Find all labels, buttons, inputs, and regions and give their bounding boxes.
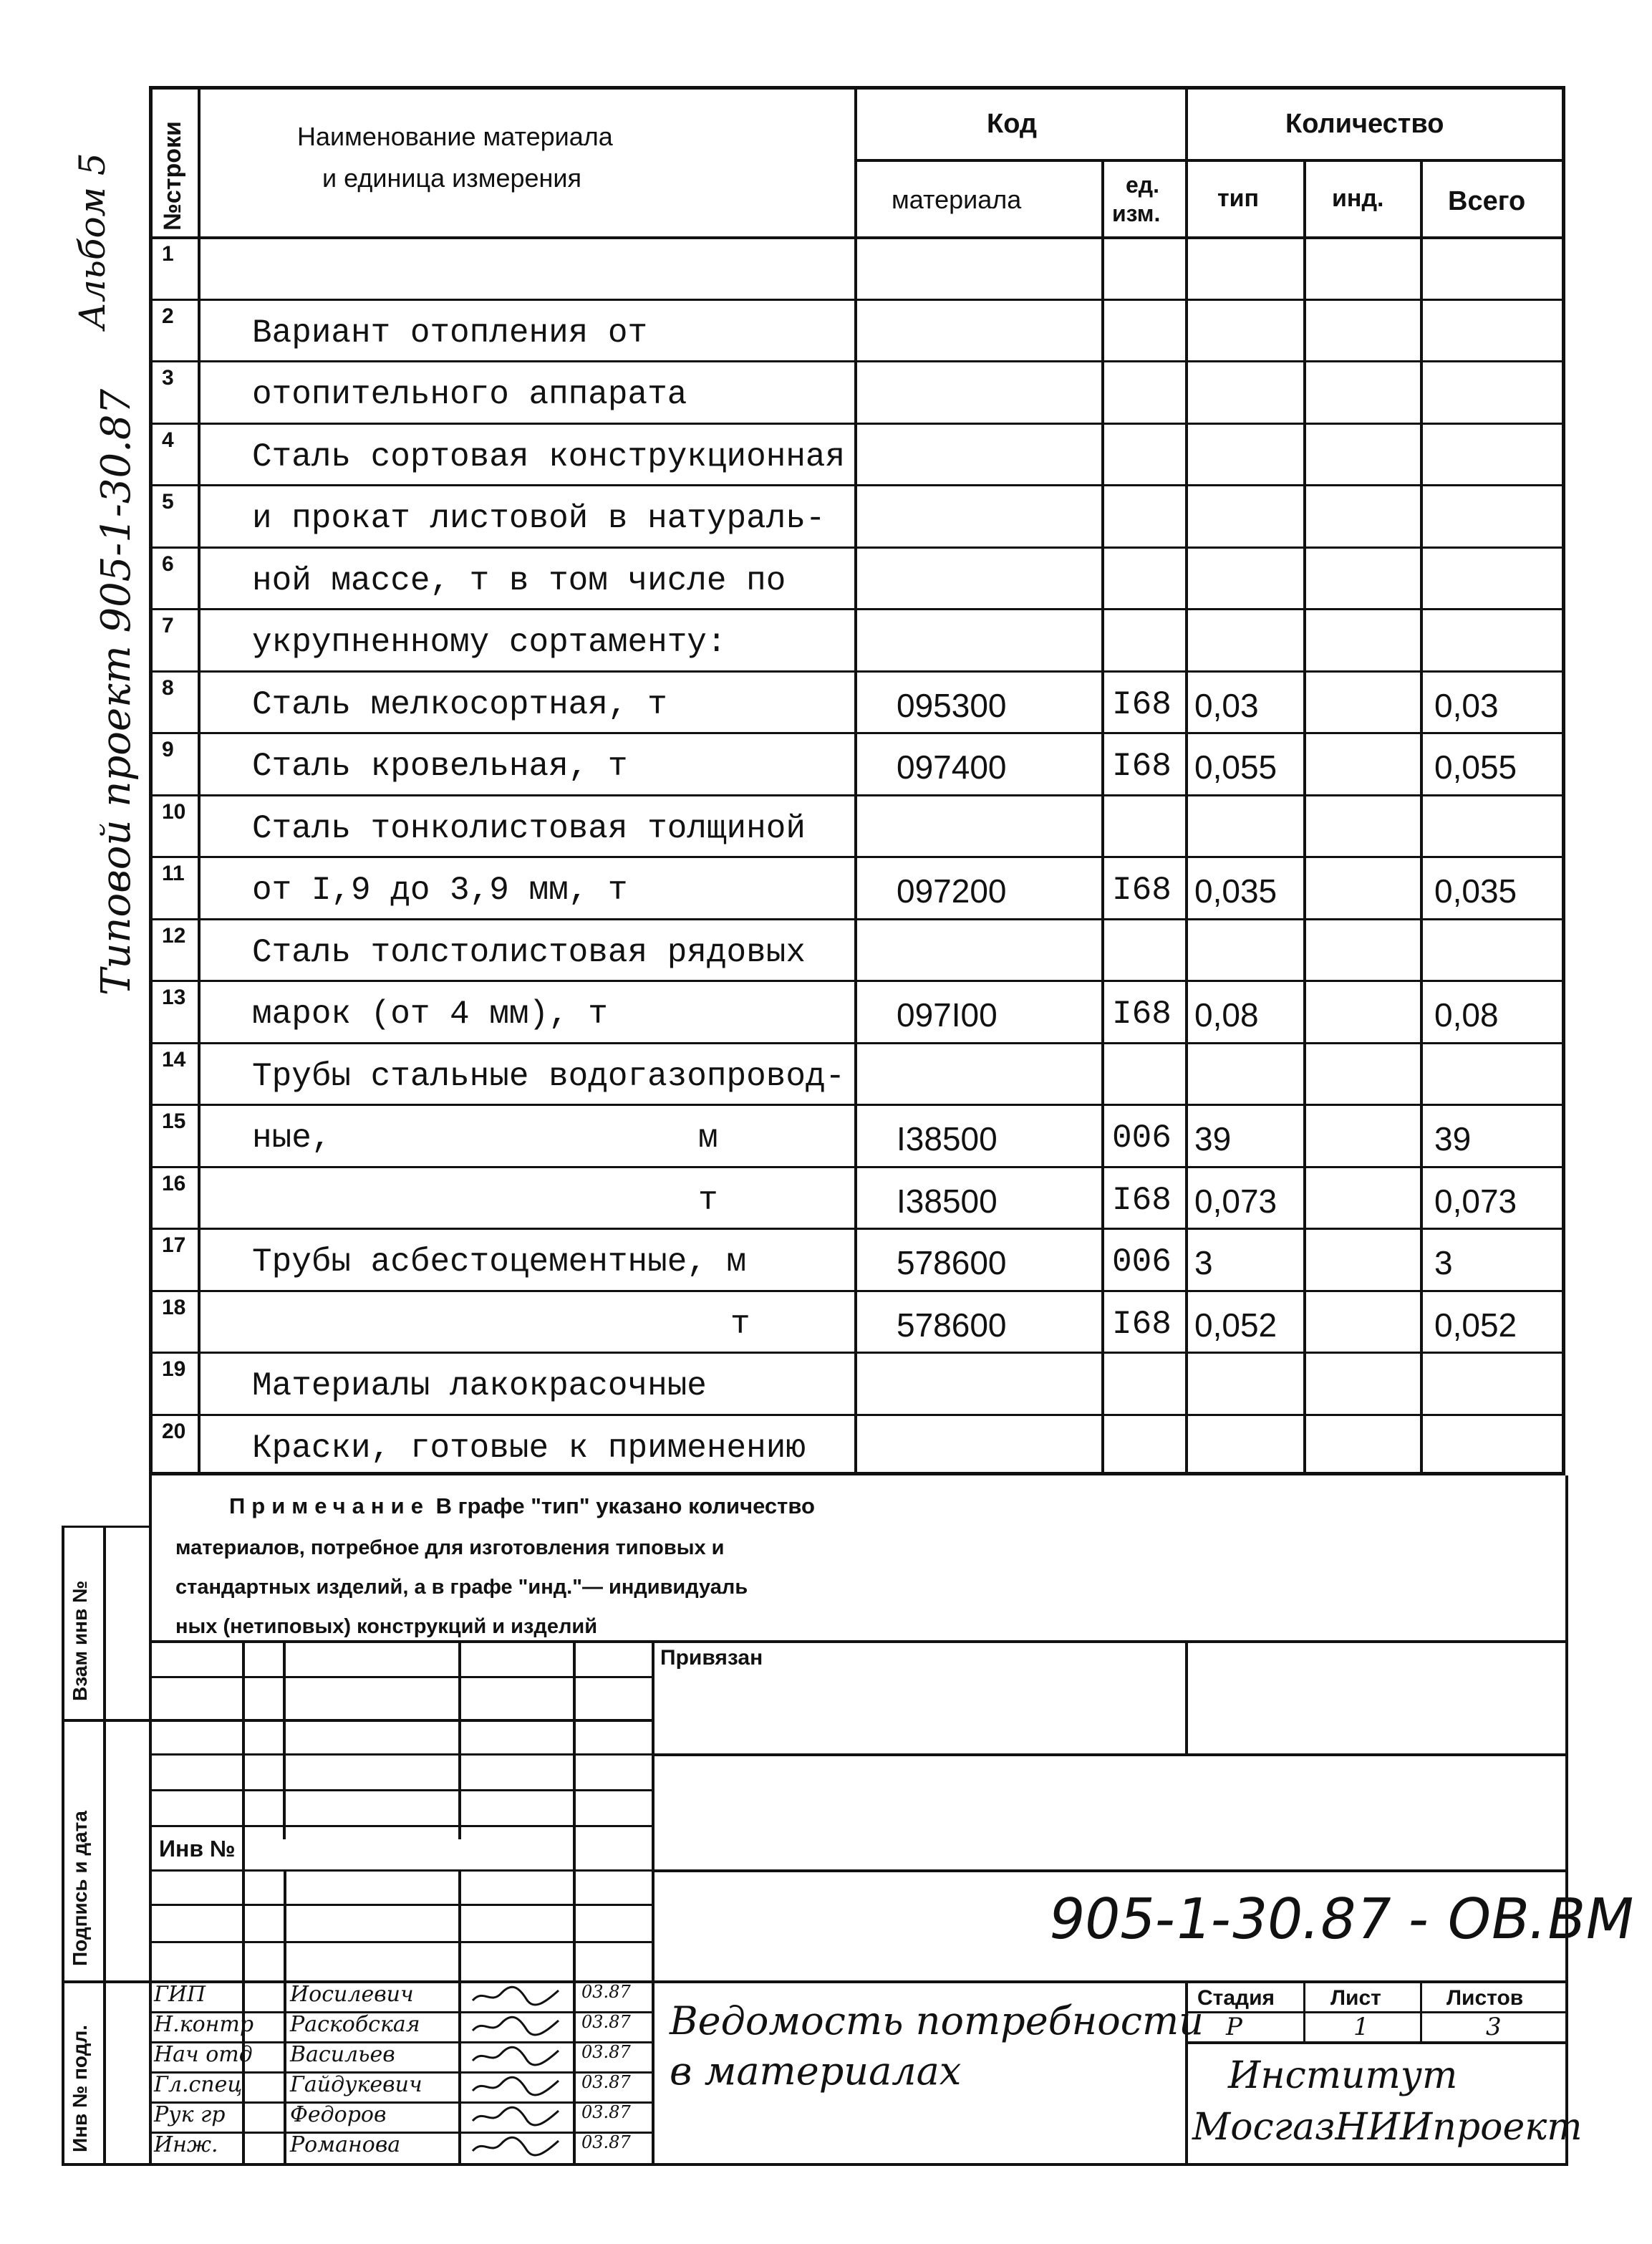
- row-number: 19: [162, 1357, 186, 1381]
- name-header-1: Наименование материала: [297, 122, 613, 151]
- row-total: 0,035: [1434, 872, 1517, 910]
- unit-header-2: изм.: [1112, 201, 1161, 226]
- row-number: 7: [162, 614, 174, 637]
- signer-role: ГИП: [154, 1982, 206, 2007]
- signer-role: Нач отд: [154, 2042, 253, 2067]
- row-divider: [149, 484, 1565, 486]
- row-divider: [149, 732, 1565, 734]
- row-name: от I,9 до 3,9 мм, т: [252, 872, 628, 909]
- org-line-1: Институт: [1228, 2054, 1458, 2097]
- signer-date: 03.87: [581, 2132, 631, 2152]
- sheet-value: 1: [1353, 2013, 1369, 2041]
- row-name: Сталь кровельная, т: [252, 748, 628, 785]
- row-total: 0,03: [1434, 686, 1499, 724]
- note-text: В графе "тип" указано количество: [435, 1493, 815, 1518]
- row-number: 20: [162, 1419, 186, 1443]
- row-number: 16: [162, 1171, 186, 1195]
- signer-date: 03.87: [581, 2072, 631, 2092]
- row-divider: [149, 1104, 1565, 1106]
- row-divider: [149, 980, 1565, 982]
- row-divider: [149, 918, 1565, 920]
- row-name: Сталь тонколистовая толщиной: [252, 809, 806, 847]
- row-type: 0,035: [1194, 872, 1277, 910]
- row-type: 0,052: [1194, 1306, 1277, 1344]
- row-unit: I68: [1112, 1305, 1172, 1343]
- row-type: 0,08: [1194, 996, 1259, 1034]
- note-line-1: [229, 1493, 815, 1519]
- inv-no-label: Инв №: [159, 1836, 236, 1862]
- signer-name: Васильев: [290, 2042, 395, 2067]
- row-number: 14: [162, 1047, 186, 1072]
- row-number: 9: [162, 738, 174, 761]
- row-name: и прокат листовой в натураль-: [252, 500, 826, 537]
- row-type: 3: [1194, 1244, 1213, 1281]
- signature: [469, 2075, 562, 2096]
- row-number: 6: [162, 552, 174, 576]
- row-total: 0,08: [1434, 996, 1499, 1034]
- row-divider: [149, 423, 1565, 425]
- row-code: 578600: [897, 1306, 1007, 1344]
- row-name: Трубы стальные водогазопровод-: [252, 1057, 846, 1095]
- row-divider: [149, 1042, 1565, 1044]
- signer-date: 03.87: [581, 1982, 631, 2002]
- sheet-label: Лист: [1330, 1986, 1381, 2010]
- sign-date-label: Подпись и дата: [69, 1811, 91, 1966]
- row-number: 8: [162, 675, 174, 700]
- row-name: укрупненному сортаменту:: [252, 624, 727, 661]
- privyazan-label: Привязан: [660, 1646, 763, 1670]
- signature: [469, 2015, 562, 2036]
- sheets-value: 3: [1486, 2013, 1502, 2041]
- signer-date: 03.87: [581, 2012, 631, 2032]
- row-divider: [149, 856, 1565, 858]
- signer-date: 03.87: [581, 2042, 631, 2062]
- row-name: ной массе, т в том числе по: [252, 562, 786, 599]
- row-total: 0,052: [1434, 1306, 1517, 1344]
- row-name: Вариант отопления от: [252, 314, 648, 352]
- stage-value: Р: [1226, 2013, 1242, 2041]
- signer-name: Романова: [290, 2132, 401, 2157]
- row-name-unit: т: [698, 1181, 718, 1219]
- row-type: 0,03: [1194, 686, 1259, 724]
- row-divider: [149, 299, 1565, 301]
- unit-header-1: ед.: [1126, 172, 1159, 198]
- row-number: 11: [162, 862, 185, 885]
- row-type: 39: [1194, 1120, 1232, 1157]
- quantity-header: Количество: [1285, 109, 1444, 139]
- signature: [469, 1985, 562, 2006]
- album-label: Альбом 5: [72, 153, 113, 329]
- sheets-label: Листов: [1446, 1986, 1524, 2010]
- row-number: 13: [162, 986, 186, 1009]
- row-unit: 006: [1112, 1243, 1172, 1281]
- row-code: 095300: [897, 686, 1007, 724]
- row-divider: [149, 1290, 1565, 1292]
- note-line-4: ных (нетиповых) конструкций и изделий: [175, 1615, 598, 1638]
- row-unit: I68: [1112, 748, 1172, 785]
- row-divider: [149, 1166, 1565, 1168]
- note-label: Примечание: [229, 1493, 430, 1518]
- row-number: 15: [162, 1109, 186, 1133]
- row-name: марок (от 4 мм), т: [252, 996, 608, 1033]
- signer-name: Иосилевич: [290, 1982, 414, 2007]
- row-number: 1: [162, 242, 174, 266]
- row-total: 39: [1434, 1120, 1472, 1157]
- org-line-2: МосгазНИИпроект: [1192, 2106, 1583, 2149]
- total-header: Всего: [1448, 186, 1526, 216]
- row-unit: I68: [1112, 685, 1172, 723]
- row-code: 097I00: [897, 996, 998, 1034]
- row-number: 10: [162, 799, 186, 824]
- row-number: 18: [162, 1295, 186, 1319]
- row-number: 2: [162, 304, 174, 328]
- row-name: Сталь мелкосортная, т: [252, 685, 667, 723]
- row-name-unit: м: [698, 1119, 718, 1157]
- row-divider: [149, 794, 1565, 796]
- row-name: Трубы асбестоцементные, м: [252, 1243, 747, 1281]
- ind-header: инд.: [1332, 185, 1384, 212]
- row-divider: [149, 360, 1565, 362]
- signer-date: 03.87: [581, 2102, 631, 2122]
- row-code: 578600: [897, 1244, 1007, 1281]
- stage-label: Стадия: [1197, 1986, 1275, 2010]
- row-name: Сталь сортовая конструкционная: [252, 438, 846, 476]
- row-name: Материалы лакокрасочные: [252, 1367, 707, 1405]
- row-total: 0,055: [1434, 748, 1517, 786]
- project-label: Типовой проект 905-1-30.87: [93, 388, 140, 996]
- signer-role: Инж.: [154, 2132, 218, 2157]
- row-name: Сталь толстолистовая рядовых: [252, 933, 806, 971]
- row-unit: I68: [1112, 872, 1172, 909]
- inv-vzam-label: Взам инв №: [69, 1580, 91, 1701]
- row-number: 12: [162, 923, 186, 948]
- row-number: 4: [162, 428, 174, 452]
- row-code: 097400: [897, 748, 1007, 786]
- row-type: 0,055: [1194, 748, 1277, 786]
- row-number: 3: [162, 366, 174, 390]
- row-name: отопительного аппарата: [252, 376, 687, 413]
- note-line-2: материалов, потребное для изготовления типовых и: [175, 1536, 725, 1559]
- signature: [469, 2105, 562, 2127]
- row-total: 0,073: [1434, 1182, 1517, 1220]
- row-name: ные,: [252, 1119, 332, 1157]
- signer-role: Рук гр: [154, 2102, 226, 2127]
- note-line-3: стандартных изделий, а в графе "инд."— индивидуаль: [175, 1576, 748, 1599]
- row-divider: [149, 546, 1565, 549]
- row-code: 097200: [897, 872, 1007, 910]
- document-title-1: Ведомость потребности: [670, 1998, 1204, 2043]
- signature: [469, 2045, 562, 2066]
- signer-name: Раскобская: [290, 2012, 420, 2037]
- row-number: 17: [162, 1233, 186, 1257]
- row-number: 5: [162, 490, 174, 514]
- signature: [469, 2135, 562, 2157]
- signer-role: Гл.спец: [154, 2072, 243, 2097]
- inv-podl-label: Инв № подл.: [69, 2024, 91, 2152]
- code-header: Код: [987, 109, 1038, 139]
- row-code: I38500: [897, 1120, 998, 1157]
- signer-name: Гайдукевич: [290, 2072, 422, 2097]
- row-divider: [149, 670, 1565, 673]
- document-designation: 905-1-30.87 - ОВ.ВМ: [1043, 1887, 1640, 1952]
- signer-name: Федоров: [290, 2102, 387, 2127]
- material-header: материала: [892, 185, 1022, 214]
- row-unit: I68: [1112, 996, 1172, 1033]
- signer-role: Н.контр: [154, 2012, 254, 2037]
- row-divider: [149, 1414, 1565, 1416]
- row-code: I38500: [897, 1182, 998, 1220]
- name-header-2: и единица измерения: [322, 163, 582, 193]
- type-header: тип: [1217, 185, 1260, 212]
- row-unit: I68: [1112, 1181, 1172, 1219]
- row-number-header: №строки: [159, 121, 186, 231]
- row-total: 3: [1434, 1244, 1453, 1281]
- row-type: 0,073: [1194, 1182, 1277, 1220]
- row-divider: [149, 1228, 1565, 1230]
- row-name-unit: т: [730, 1305, 750, 1343]
- row-divider: [149, 1352, 1565, 1354]
- document-title-2: в материалах: [670, 2048, 962, 2094]
- row-divider: [149, 608, 1565, 610]
- row-name: Краски, готовые к применению: [252, 1429, 806, 1467]
- row-unit: 006: [1112, 1119, 1172, 1157]
